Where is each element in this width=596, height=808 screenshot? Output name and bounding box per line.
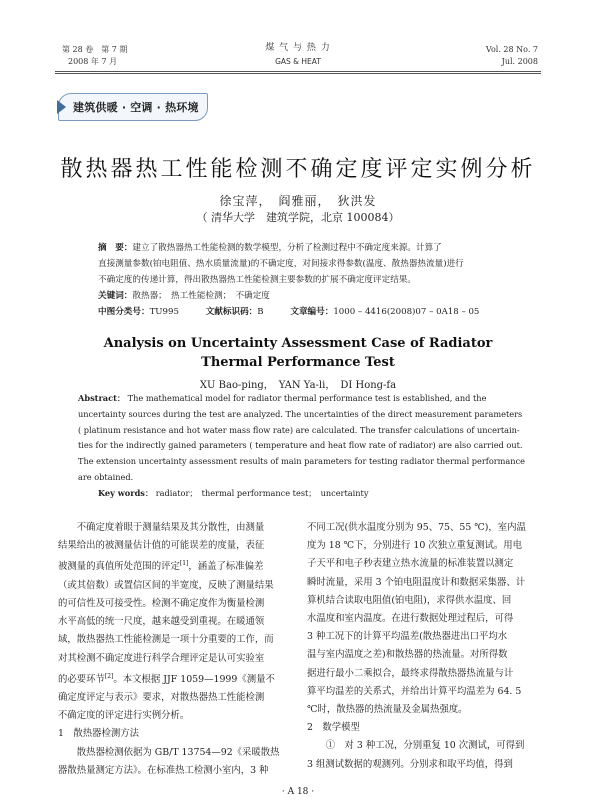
body-line: 结果给出的被测量估计值的可能误差的度量，表征 <box>58 540 265 552</box>
body-line: 散热器检测依据为 GB/T 13754—92《采暖散热 <box>76 746 280 758</box>
date-en: Jul. 2008 <box>501 57 538 66</box>
body-line: 温与室内温度之差)和散热器的热流量。对所得数 <box>307 649 508 661</box>
body-line: 瞬时流量，采用 3 个铂电阻温度计和数据采集器、计 <box>307 576 526 588</box>
body-line: （或其倍数）或置信区间的半宽度，反映了测量结果 <box>58 579 274 591</box>
abstract-en-line: The mathematical model for radiator thermal performance test is established, and the <box>127 393 487 403</box>
abstract-en-label: Abstract： <box>78 393 126 403</box>
issue-date: 2008 年 7 月 <box>68 57 118 66</box>
abstract-en-line: ( platinum resistance and hot water mass flow rate) are calculated. The transfer calculations of uncertain- <box>78 424 520 435</box>
body-line: 域，散热器热工性能检测是一项十分重要的工作，而 <box>58 634 274 646</box>
body-line: 的可信性及可接受性。检测不确定度作为衡量检测 <box>58 597 265 609</box>
journal-title-en: GAS & HEAT <box>275 57 321 66</box>
doc-code: B <box>257 307 264 317</box>
citation-ref[interactable]: [2] <box>104 672 114 680</box>
keywords-zh-label: 关键词： <box>98 291 133 301</box>
section-heading-1: 1 散热器检测方法 <box>58 728 139 740</box>
body-line: ① 对 3 种工况，分别重复 10 次测试，可得到 <box>325 740 525 752</box>
body-line: ，涵盖了标准偏差 <box>188 561 264 573</box>
body-line: 被测量的真值所处范围的评定 <box>58 561 180 573</box>
body-line: 3 种工况下的计算平均温差(散热器进出口平均水 <box>307 631 508 643</box>
banner-arrow-icon <box>57 100 66 114</box>
header-rule-top <box>55 71 541 72</box>
keywords-en-label: Key words： <box>98 487 154 498</box>
body-right-column <box>307 519 539 774</box>
journal-title-zh: 煤 气 与 热 力 <box>265 43 331 53</box>
body-line: 确定度评定与表示》要求，对散热器热工性能检测 <box>58 692 265 704</box>
abstract-en-line: ties for the indirectly gained parameters ( temperature and heat flow rate of radiator) are also carried out. <box>78 440 523 451</box>
clc-label: 中图分类号： <box>98 307 150 317</box>
article-title-en-line2: Thermal Performance Test <box>201 355 395 370</box>
volume-number-en: Vol. 28 No. 7 <box>485 45 538 54</box>
header-rule-bottom <box>55 73 541 74</box>
body-line: 算平均温差的关系式，并给出计算平均温差为 64. 5 <box>307 685 522 697</box>
article-number: 1000 – 4416(2008)07 – 0A18 – 05 <box>333 307 480 317</box>
keywords-zh: 散热器； 热工性能检测； 不确定度 <box>132 291 270 301</box>
abstract-zh-line: 建立了散热器热工性能检测的数学模型，分析了检测过程中不确定度来源。计算了 <box>132 243 442 253</box>
body-line: 不确定度的评定进行实例分析。 <box>58 710 190 722</box>
body-line: 对其检测不确定度进行科学合理评定是认可实验室 <box>58 652 265 664</box>
body-line: 水温度和室内温度。在进行数据处理过程后，可得 <box>307 613 514 625</box>
abstract-en-line: The extension uncertainty assessment results of main parameters for testing radiator thermal performance <box>78 456 526 467</box>
doc-code-label: 文献标识码： <box>205 307 258 317</box>
abstract-en-line: uncertainty sources during the test are analyzed. The uncertainties of the direct measurement parameters <box>78 408 523 419</box>
body-left-column <box>58 519 290 780</box>
body-line: ℃时，散热器的热流量及金属热强度。 <box>307 704 468 716</box>
section-heading-2: 2 数学模型 <box>307 722 360 734</box>
section-banner <box>58 93 208 121</box>
affiliation-zh: （ 清华大学 建筑学院，北京 100084） <box>196 211 400 224</box>
body-line: 。本文根据 JJF 1059—1999《测量不 <box>113 673 275 685</box>
body-line: 不确定度着眼于测量结果及其分散性，由测量 <box>76 522 265 533</box>
abstract-zh-line: 不确定度的传递计算，得出散热器热工性能检测主要参数的扩展不确定度评定结果。 <box>98 275 416 285</box>
body-line: 水平高低的统一尺度，越来越受到重视。在暖通领 <box>58 616 265 628</box>
abstract-zh-label: 摘 要： <box>98 243 133 253</box>
body-line: 不同工况(供水温度分别为 95、75、55 ℃)，室内温 <box>307 522 526 533</box>
article-number-label: 文章编号： <box>290 307 334 317</box>
abstract-zh-line: 直接测量参数(铂电阻值、热水质量流量)的不确定度，对间接求得参数(温度、散热器热流量)进行 <box>98 259 464 269</box>
body-line: 的必要环节 <box>58 673 105 685</box>
authors-zh: 徐宝萍， 阎雅丽， 狄洪发 <box>219 194 377 208</box>
article-title-en-line1: Analysis on Uncertainty Assessment Case of Radiator <box>103 336 493 351</box>
section-banner-label: 建筑供暖 · 空调 · 热环境 <box>73 101 199 114</box>
authors-en: XU Bao-ping， YAN Ya-li， DI Hong-fa <box>199 380 397 391</box>
body-line: 子天平和电子秒表建立热水流量的标准装置以测定 <box>307 558 514 570</box>
body-line: 度为 18 ℃下，分别进行 10 次独立重复测试。用电 <box>307 540 523 552</box>
keywords-en: radiator； thermal performance test； uncertainty <box>155 487 369 498</box>
body-line: 器散热量测定方法》。在标准热工检测小室内，3 种 <box>58 764 269 776</box>
citation-ref[interactable]: [1] <box>179 560 189 568</box>
body-line: 3 组测试数据的观测列。分别求和取平均值，得到 <box>307 758 513 770</box>
body-line: 算机结合读取电阻值(铂电阻)，求得供水温度、回 <box>307 594 512 606</box>
body-line: 据进行最小二乘拟合，最终求得散热器热流量与计 <box>307 667 514 679</box>
page-number: · A 18 · <box>281 787 315 797</box>
abstract-en-line: are obtained. <box>78 471 134 482</box>
abstract-zh <box>98 240 498 320</box>
article-title-zh: 散热器热工性能检测不确定度评定实例分析 <box>60 157 536 182</box>
abstract-en <box>78 391 526 502</box>
clc-number: TU995 <box>149 307 179 317</box>
volume-issue: 第 28 卷 第 7 期 <box>62 45 128 54</box>
